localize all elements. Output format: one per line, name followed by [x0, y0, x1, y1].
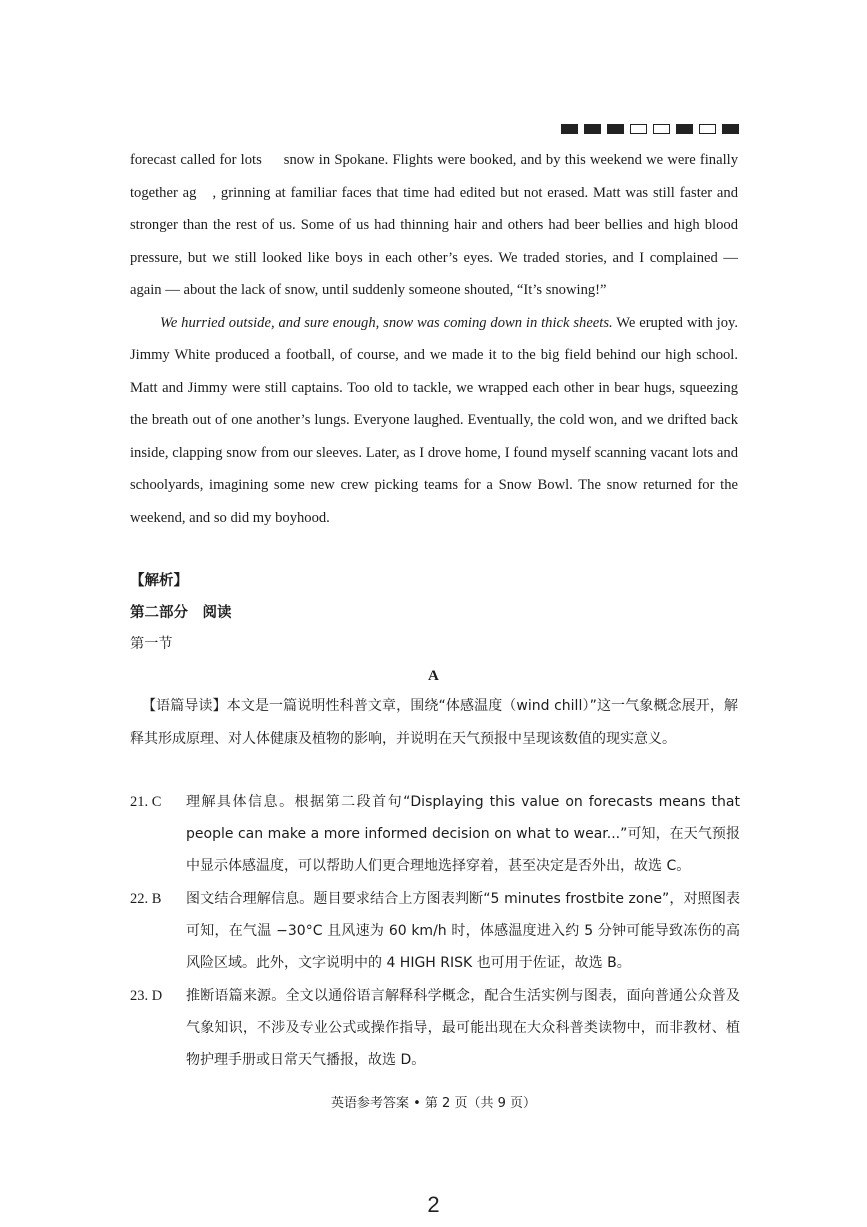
story-text: [130, 144, 738, 534]
passage-guide: 【语篇导读】本文是一篇说明性科普文章，围绕“体感温度（wind chill）”这一气象概念展开，解释其形成原理、对人体健康及植物的影响，并说明在天气预报中呈现该数值的现实意义。: [130, 698, 738, 747]
answer-item: [130, 883, 740, 979]
answer-explanation: 图文结合理解信息。题目要求结合上方图表判断“5 minutes frostbite zone”，对照图表可知，在气温 −30°C 且风速为 60 km/h 时，体感温度进入约 5 分钟可能导致冻伤的高风险区域。此外，文字说明中的 4 HIGH RISK 也可用于佐证，故选 B。: [186, 891, 740, 971]
section-heading: 第一节: [130, 636, 173, 652]
page-number: 2: [427, 1192, 440, 1217]
story-italic-sentence: We hurried outside, and sure enough, snow was coming down in thick sheets.: [160, 314, 613, 331]
answer-number: 21. C: [130, 794, 162, 810]
page-footer: 英语参考答案 • 第 2 页（共 9 页）: [330, 1096, 536, 1111]
marker-square: [699, 124, 716, 134]
answer-number: 23. D: [130, 988, 163, 1004]
marker-square: [722, 124, 739, 134]
story-text-run: We erupted with joy. Jimmy White produced a football, of course, and we made it to the big field behind our high school. Matt and Jimmy were still captains. Too old to tackle, we wrapped each other in bear hugs, squeezing the breath out of one another’s lungs. Everyone laughed. Eventually, the cold won, and we drifted back inside, clapping snow from our sleeves. Later, as I drove home, I found myself scanning vacant lots and schoolyards, imagining some new crew picking teams for a Snow Bowl. The snow returned for the weekend, and so did my boyhood.: [130, 314, 738, 526]
answer-explanation: 推断语篇来源。全文以通俗语言解释科学概念，配合生活实例与图表，面向普通公众普及气象知识，不涉及专业公式或操作指导，最可能出现在大众科普类读物中，而非教材、植物护理手册或日常天气播报，故选 D。: [186, 988, 740, 1068]
story-paragraph-2: [130, 307, 738, 535]
marker-square: [676, 124, 693, 134]
marker-square: [653, 124, 670, 134]
answer-number: 22. B: [130, 891, 162, 907]
part-heading: 第二部分 阅读: [130, 605, 232, 621]
story-paragraph-1: [130, 144, 738, 307]
marker-square: [584, 124, 601, 134]
answer-explanation: 理解具体信息。根据第二段首句“Displaying this value on forecasts means that people can make a more informed decision on what to wear...”可知，在天气预报中显示体感温度，可以帮助人们更合理地选择穿着，甚至决定是否外出，故选 C。: [186, 794, 740, 874]
header-square-markers: [561, 124, 739, 134]
analysis-heading: 【解析】: [130, 573, 188, 589]
story-text-run: snow in Spokane. Flights were booked, and by this weekend we were finally together ag: [130, 152, 738, 201]
story-text-run: , grinning at familiar faces that time had edited but not erased. Matt was still faster and stronger than the rest of us. Some of us had thinning hair and others had beer bellies and high blood pressure, but we still looked like boys in each other’s eyes. We traded stories, and I complained — again — about the lack of snow, until suddenly someone shouted, “It’s snowing!”: [130, 184, 738, 298]
passage-letter: A: [428, 668, 439, 684]
marker-square: [607, 124, 624, 134]
marker-square: [630, 124, 647, 134]
answer-item: [130, 786, 740, 882]
story-text-run: forecast called for lots: [130, 152, 262, 168]
marker-square: [561, 124, 578, 134]
answer-item: [130, 980, 740, 1076]
